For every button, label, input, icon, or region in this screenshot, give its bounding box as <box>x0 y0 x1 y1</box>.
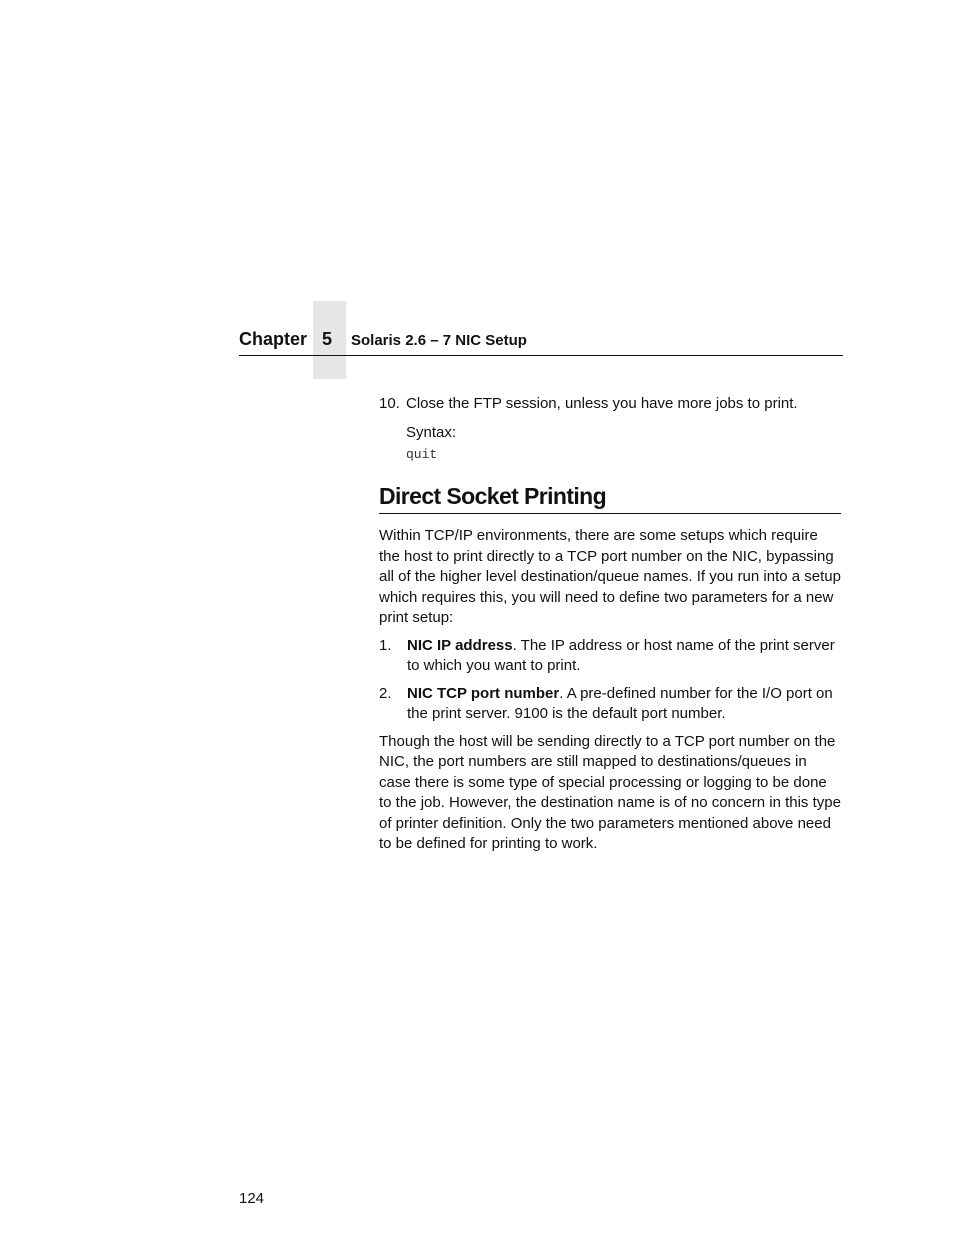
intro-paragraph: Within TCP/IP environments, there are some setups which require the host to print directly to a TCP port number on the NIC, bypassing all of the higher level destination/queue names. If you run into a setup which requires this, you will need to define two parameters for a new print setup: <box>379 527 841 626</box>
list-item <box>379 636 841 677</box>
step-number: 10. <box>379 395 400 412</box>
step-10 <box>379 394 841 415</box>
list-item-term: NIC TCP port number <box>407 684 560 702</box>
page-content <box>379 394 841 855</box>
list-item-text <box>407 636 841 677</box>
chapter-title: Solaris 2.6 – 7 NIC Setup <box>351 332 527 349</box>
syntax-label: Syntax: <box>406 423 457 441</box>
page-number: 124 <box>239 1190 265 1207</box>
list-item-number: 1. <box>379 636 392 654</box>
list-item-description: . A pre-defined number for the I/O port on the print server. 9100 is the default port number. <box>407 684 833 722</box>
header-rule <box>239 355 843 356</box>
closing-paragraph: Though the host will be sending directly to a TCP port number on the NIC, the port numbers are still mapped to destinations/queues in case there is some type of special processing or logging to be done to the job. However, the destination name is of no concern in this type of printer definition. Only the two parameters mentioned above need to be defined for printing to work. <box>379 732 841 852</box>
list-item-number: 2. <box>379 684 392 702</box>
chapter-label: Chapter <box>239 329 308 349</box>
list-item-term: NIC IP address <box>407 636 513 654</box>
list-item <box>379 684 841 725</box>
chapter-number: 5 <box>322 329 333 349</box>
step-text: Close the FTP session, unless you have more jobs to print. <box>406 395 798 412</box>
section-heading: Direct Socket Printing <box>379 481 841 514</box>
list-item-description: . The IP address or host name of the print server to which you want to print. <box>407 636 835 674</box>
code-sample: quit <box>406 447 438 462</box>
parameter-list <box>379 636 841 725</box>
list-item-text <box>407 684 841 725</box>
